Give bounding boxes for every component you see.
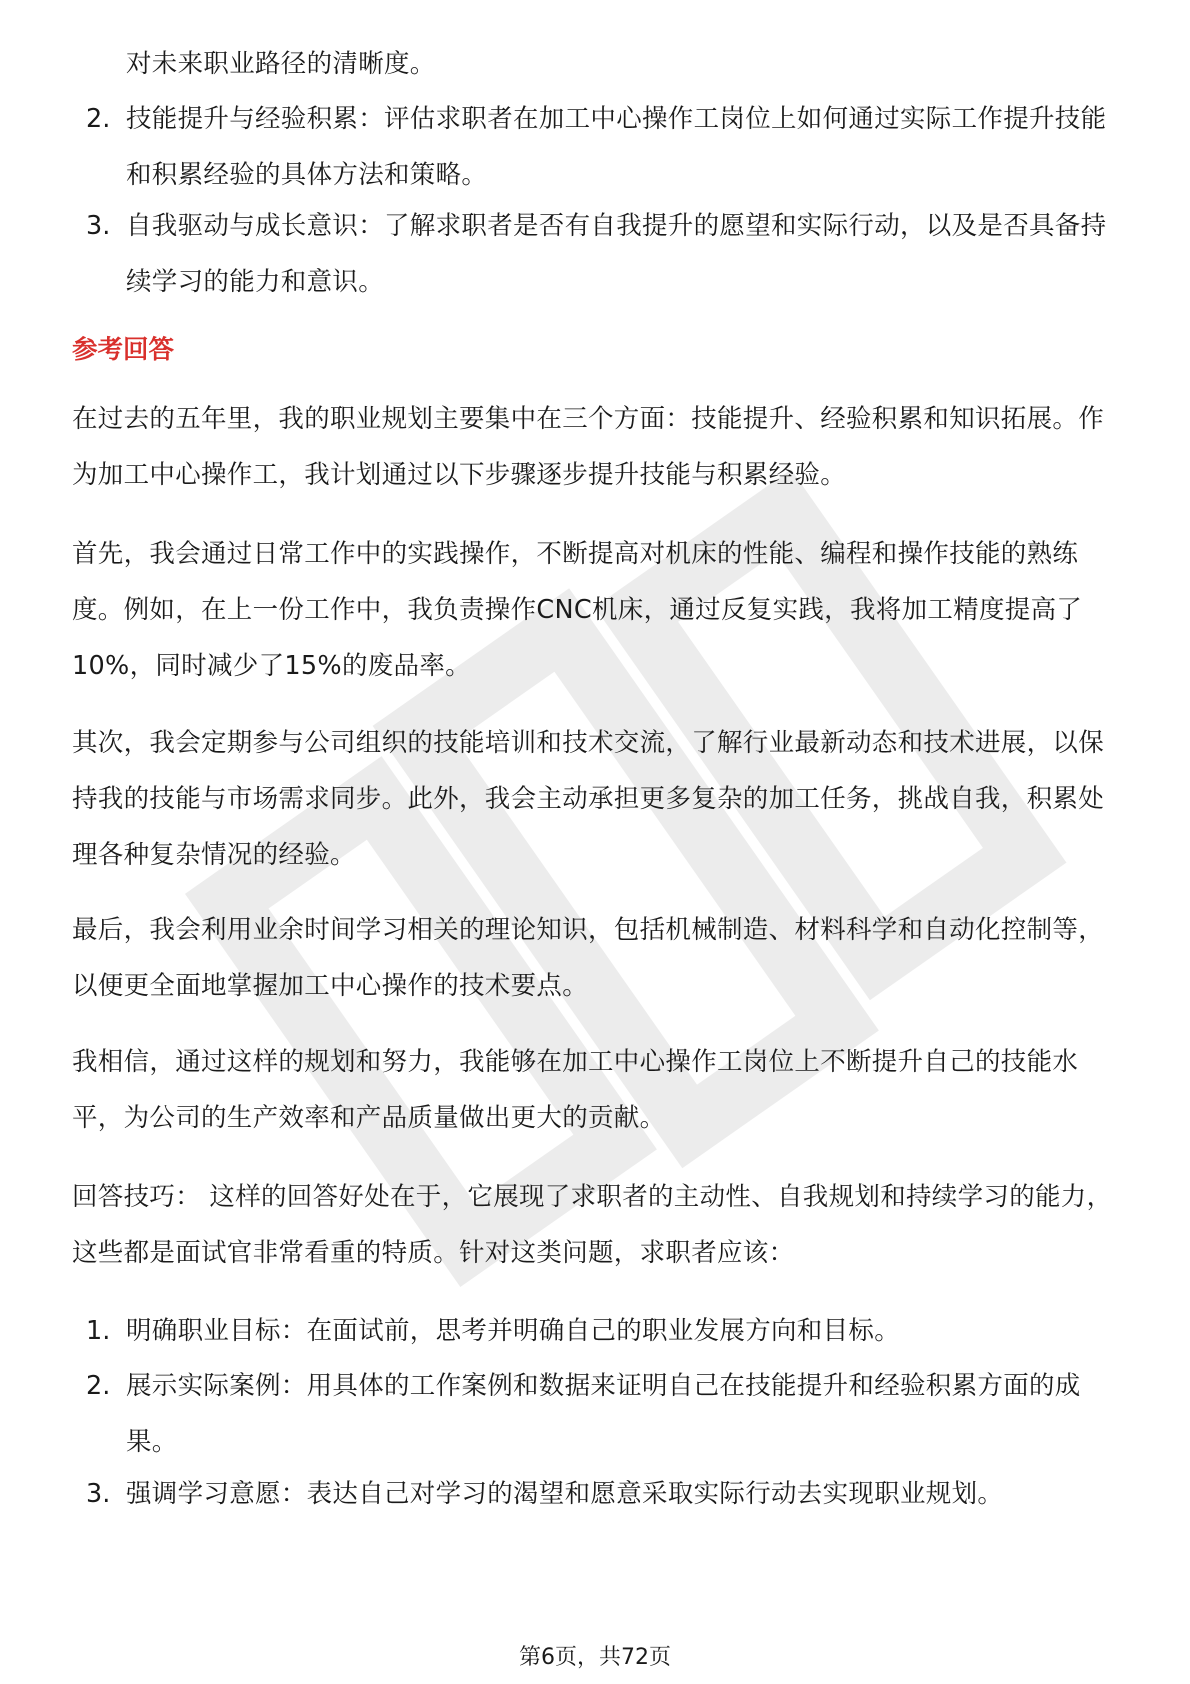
criteria-item-3-text: 自我驱动与成长意识：了解求职者是否有自我提升的愿望和实际行动，以及是否具备持续学习的能力和意识。 (126, 211, 1107, 297)
tip-item-2-text: 展示实际案例：用具体的工作案例和数据来证明自己在技能提升和经验积累方面的成果。 (126, 1371, 1081, 1457)
answer-paragraph-2: 首先，我会通过日常工作中的实践操作，不断提高对机床的性能、编程和操作技能的熟练度。例如，在上一份工作中，我负责操作CNC机床，通过反复实践，我将加工精度提高了10%，同时减少了15%的废品率。 (72, 539, 1083, 681)
tip-item-3-text: 强调学习意愿：表达自己对学习的渴望和愿意采取实际行动去实现职业规划。 (126, 1479, 1004, 1509)
answer-paragraph-5: 我相信，通过这样的规划和努力，我能够在加工中心操作工岗位上不断提升自己的技能水平，为公司的生产效率和产品质量做出更大的贡献。 (72, 1047, 1079, 1133)
criteria-continuation: 对未来职业路径的清晰度。 (126, 49, 436, 79)
page-footer: 第6页，共72页 (519, 1645, 671, 1670)
answer-heading: 参考回答 (72, 335, 175, 365)
criteria-item-2-number: 2. (86, 104, 111, 134)
criteria-item-2-text: 技能提升与经验积累：评估求职者在加工中心操作工岗位上如何通过实际工作提升技能和积累经验的具体方法和策略。 (126, 104, 1107, 190)
tip-item-3-number: 3. (86, 1479, 111, 1509)
answer-paragraph-3: 其次，我会定期参与公司组织的技能培训和技术交流，了解行业最新动态和技术进展，以保持我的技能与市场需求同步。此外，我会主动承担更多复杂的加工任务，挑战自我，积累处理各种复杂情况的经验。 (72, 728, 1105, 870)
answer-paragraph-1: 在过去的五年里，我的职业规划主要集中在三个方面：技能提升、经验积累和知识拓展。作为加工中心操作工，我计划通过以下步骤逐步提升技能与积累经验。 (72, 404, 1105, 490)
criteria-item-3-number: 3. (86, 211, 111, 241)
tip-item-1-number: 1. (86, 1316, 111, 1346)
answer-tips-intro: 回答技巧： 这样的回答好处在于，它展现了求职者的主动性、自我规划和持续学习的能力，这些都是面试官非常看重的特质。针对这类问题，求职者应该： (72, 1182, 1113, 1268)
answer-paragraph-4: 最后，我会利用业余时间学习相关的理论知识，包括机械制造、材料科学和自动化控制等，以便更全面地掌握加工中心操作的技术要点。 (72, 915, 1105, 1001)
tip-item-1-text: 明确职业目标：在面试前，思考并明确自己的职业发展方向和目标。 (126, 1316, 901, 1346)
tip-item-2-number: 2. (86, 1371, 111, 1401)
